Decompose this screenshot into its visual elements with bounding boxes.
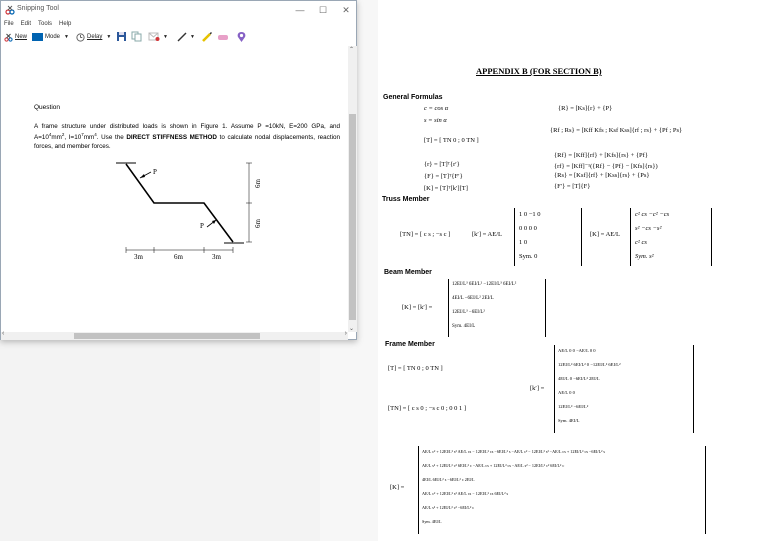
section-truss-member: Truss Member [382,196,430,203]
matrix-row: AE/L 0 0 [558,390,575,395]
eq-truss-TN: [TN] = [ c s ; −s c ] [400,231,451,238]
matrix-row: 12EI/L³ −6EI/L² [558,404,589,409]
matrix-row: c² cs −c² −cs [635,211,670,218]
vertical-scroll-thumb[interactable] [349,114,356,320]
exponent: 7 [81,132,84,138]
dim-h1: 3m [134,253,143,260]
eq-truss-kprime: [k′] = AE/L [472,231,502,238]
minimize-button[interactable]: — [295,5,305,15]
eq-frame-TN: [TN] = [ c s 0 ; −s c 0 ; 0 0 1 ] [388,405,467,412]
eq-partition: {Rf ; Rs} = [Kff Kfs ; Ksf Kss]{rf ; rs} + {Pf ; Ps} [550,127,683,134]
chevron-down-icon[interactable]: ▼ [190,34,195,40]
exponent: 4 [48,132,52,138]
matrix-row: s² −cs −s² [635,225,662,232]
send-snip-icon[interactable] [148,31,160,42]
eq-F: {F} = [T]ᵀ{F′} [424,173,463,180]
question-text-part: , I=10 [64,134,82,142]
vertical-scrollbar[interactable] [348,46,357,332]
paint-3d-icon[interactable] [236,31,247,43]
snipping-tool-window [0,0,357,340]
matrix-row: 4EI/L 6EI/L² s −6EI/L² c 2EI/L [422,477,475,482]
matrix-row: 1 0 −1 0 [519,211,541,218]
close-button[interactable]: ✕ [342,5,350,15]
mode-label: Mode [45,34,61,40]
matrix-truss-K [630,208,712,266]
eq-truss-K: [K] = AE/L [590,231,621,238]
matrix-row: 12EI/L³ 6EI/L² −12EI/L³ 6EI/L² [452,282,517,287]
eq-sin: s = sin α [424,117,447,124]
scroll-right-icon[interactable]: › [344,330,347,337]
arrowhead [212,220,216,224]
menu-tools[interactable]: Tools [38,21,53,27]
eq-r: {r} = [T]ᵀ{r′} [424,161,460,168]
snip-content-area [1,46,348,332]
matrix-row: AE/L c² + 12EI/L³ s² AE/L cs − 12EI/L³ cs −6EI/L² s −AE/L c² − 12EI/L³ s² −AE/L cs + 12EI/L³ cs −6EI/L² s [422,449,606,454]
new-label: New [15,34,28,40]
dim-h3: 3m [212,253,221,260]
load-label-1: P [153,168,157,176]
chevron-down-icon[interactable]: ▼ [163,34,168,40]
scroll-up-icon[interactable]: ⌃ [349,47,355,53]
eq-frame-kprime: [k′] = [530,385,545,392]
matrix-row: 12EI/L³ −6EI/L² [452,310,485,315]
scroll-left-icon[interactable]: ‹ [2,330,5,337]
question-text-part: mm [51,134,62,142]
eq-Rs: {Rs} = [Ksf]{rf} + [Kss]{rs} + {Ps} [554,172,650,179]
matrix-frame-kprime [554,345,694,433]
question-text [34,123,340,151]
scissors-icon [5,5,15,15]
matrix-row: 4EI/L −6EI/L² 2EI/L [452,296,494,301]
horizontal-scroll-thumb[interactable] [74,333,260,339]
matrix-row: 0 0 0 0 [519,225,537,232]
exponent: 4 [94,132,97,138]
eq-frame-K: [K] = [390,484,405,491]
matrix-row: Sym. 0 [519,253,538,260]
eq-R: {R} = [Ks]{r} + {P} [558,105,613,112]
matrix-row: 4EI/L 0 −6EI/L² 2EI/L [558,376,600,381]
question-heading: Question [34,104,61,111]
copy-icon[interactable] [131,31,142,42]
method-name: DIRECT STIFFNESS METHOD [126,134,217,142]
eq-frame-T: [T] = [ TN 0 ; 0 TN ] [388,365,443,372]
matrix-row: 1 0 [519,239,528,246]
delay-label: Delay [87,34,103,40]
frame-figure [106,156,276,260]
matrix-frame-K [418,446,706,534]
matrix-row: AE/L 0 0 −AE/L 0 0 [558,348,596,353]
chevron-down-icon: ▼ [64,34,69,40]
appendix-document [378,0,768,541]
matrix-beam [448,279,546,337]
matrix-row: c² cs [635,239,647,246]
eq-transform: [T] = [ TN 0 ; 0 TN ] [424,137,479,144]
matrix-row: AE/L s² + 12EI/L³ c² −6EI/L² c [422,505,475,510]
menu-edit[interactable]: Edit [20,21,32,27]
clock-icon [76,33,85,42]
eq-K: [K] = [T]ᵀ[k′][T] [424,185,468,192]
eraser-icon[interactable] [217,31,229,42]
matrix-row: 12EI/L³ 6EI/L² 0 −12EI/L³ 6EI/L² [558,362,621,367]
matrix-row: AE/L s² + 12EI/L³ c² 6EI/L² c −AE/L cs + 12EI/L³ cs −AE/L s² − 12EI/L³ c² 6EI/L² c [422,463,565,468]
eq-cos: c = cos α [424,105,449,112]
question-text-part: mm [83,134,95,142]
load-label-2: P [200,222,204,230]
delay-dropdown[interactable] [76,31,111,43]
mode-icon [32,33,43,41]
pen-icon[interactable] [176,31,188,42]
matrix-row: Sym. 4EI/L [452,324,476,329]
toolbar [1,29,356,45]
section-frame-member: Frame Member [385,341,435,348]
matrix-row: Sym. 4EI/L [422,519,442,524]
question-text-part: A frame structure under distributed loads is shown in Figure 1. Assume P =10kN, E=200 GPa, and A=10 [34,123,340,142]
question-text-part: . Use the [96,134,127,142]
eq-beam-K: [K] = [k′] = [402,304,433,311]
dim-h2: 6m [174,253,183,260]
dim-v2: 6m [254,219,262,228]
maximize-button[interactable]: ☐ [318,5,328,15]
chevron-down-icon: ▼ [106,34,112,40]
menu-help[interactable]: Help [59,21,72,27]
mode-dropdown[interactable] [32,31,69,43]
eq-Fp: {F′} = [T]{F} [554,183,591,190]
section-general-formulas: General Formulas [383,94,443,101]
window-title: Snipping Tool [17,5,59,12]
save-icon[interactable] [116,31,127,42]
question-text-part: to calculate nodal displacements, reaction forces, and member forces. [34,134,340,150]
matrix-row: Sym. s² [635,253,654,260]
matrix-row: AE/L c² + 12EI/L³ s² AE/L cs − 12EI/L³ cs 6EI/L² s [422,491,509,496]
highlighter-icon[interactable] [201,31,213,42]
new-snip-button[interactable] [4,31,27,43]
dim-v1: 6m [254,179,262,188]
frame-members [126,164,233,242]
matrix-row: Sym. 4EI/L [558,418,580,423]
title-bar[interactable] [1,1,356,19]
scroll-down-icon[interactable]: ⌄ [349,326,355,332]
exponent: 2 [61,132,65,138]
eq-rf: {rf} = [Kff]⁻¹({Rf} − {Pf} − [Kfs]{rs}) [554,163,658,170]
matrix-truss-kprime [514,208,582,266]
eq-Rf: {Rf} = [Kff]{rf} + [Kfs]{rs} + {Pf} [554,152,648,159]
arrowhead [140,174,145,178]
menu-file[interactable]: File [4,21,14,27]
new-snip-icon [4,33,13,42]
appendix-title: APPENDIX B (FOR SECTION B) [476,66,602,76]
horizontal-scrollbar[interactable] [1,332,348,340]
menu-bar [1,19,356,29]
section-beam-member: Beam Member [384,269,432,276]
